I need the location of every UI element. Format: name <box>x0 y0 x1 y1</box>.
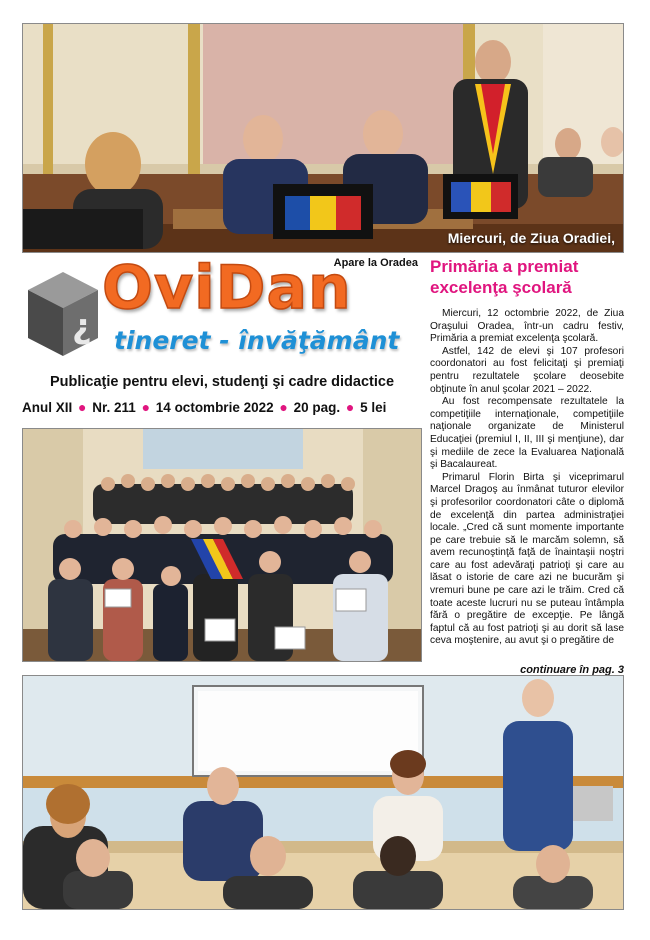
masthead <box>22 254 422 422</box>
bullet-icon: ● <box>78 399 87 415</box>
issue-pages: 20 pag. <box>293 400 341 415</box>
continuation-link[interactable]: continuare în pag. 3 <box>516 664 624 676</box>
classroom-image <box>23 676 623 909</box>
issue-number: Nr. 211 <box>92 400 136 415</box>
article-paragraph: Au fost recompensate rezultatele la competiţiile internaţionale, competiţiile naţionale organizate de Ministerul Educaţiei (premiul I, II, III şi menţiune), dar şi mediile de zece la Evaluarea Naţională şi Bacalaureat. <box>430 396 624 471</box>
issue-info <box>22 399 422 415</box>
publication-location: Apare la Oradea <box>333 257 418 269</box>
bullet-icon: ● <box>141 399 151 415</box>
group-photo <box>22 428 422 662</box>
article <box>430 256 624 648</box>
masthead-subtitle: tineret - învăţământ <box>114 326 400 355</box>
bottom-photo <box>22 675 624 910</box>
students-group-image <box>23 429 421 661</box>
issue-date: 14 octombrie 2022 <box>155 400 274 415</box>
question-cube-logo-icon <box>24 268 102 360</box>
masthead-tagline: Publicaţie pentru elevi, studenţi şi cadre didactice <box>49 374 395 390</box>
svg-text:¿: ¿ <box>72 307 92 347</box>
article-headline: Primăria a premiat excelenţa şcolară <box>430 257 579 297</box>
issue-price: 5 lei <box>360 400 387 415</box>
council-hall-image <box>23 24 623 252</box>
issue-year: Anul XII <box>22 400 73 415</box>
article-paragraph: Astfel, 142 de elevi şi 107 profesori coordonatori au fost felicitaţi şi premiaţi pentru rezultatele şcolare deosebite obţinute în anul şcolar 2021 – 2022. <box>430 345 624 395</box>
article-paragraph: Miercuri, 12 octombrie 2022, de Ziua Oraşului Oradea, într-un cadru festiv, Primăria a premiat excelenţa şcolară. <box>430 308 624 345</box>
bullet-icon: ● <box>345 399 355 415</box>
masthead-title: OviDan <box>102 253 352 323</box>
top-photo <box>22 23 624 253</box>
photo-caption: Miercuri, de Ziua Oradiei, <box>447 230 615 246</box>
bullet-icon: ● <box>279 399 288 415</box>
article-paragraph: Primarul Florin Birta şi viceprimarul Marcel Dragoş au înmânat tuturor elevilor şi profesorilor coordonatori câte o diplomă de excelenţă din partea administraţiei locale. „Cred că sunt momente importante pe care trebuie să le marcăm solemn, să avem recunoştinţă faţă de înaintaşii noştri care au fost adevăraţi patrioţi şi care au lăsat o istorie de care azi ne bucurăm şi vremuri bune pe care azi le trăim. Cred că toate aceste lucruri nu se puteau întâmpla fără o pregătire de excepţie. Pe lângă faptul că au fost patrioţi şi au dorit să lase ceva moştenire, au avut şi o pregătire de <box>430 471 624 647</box>
